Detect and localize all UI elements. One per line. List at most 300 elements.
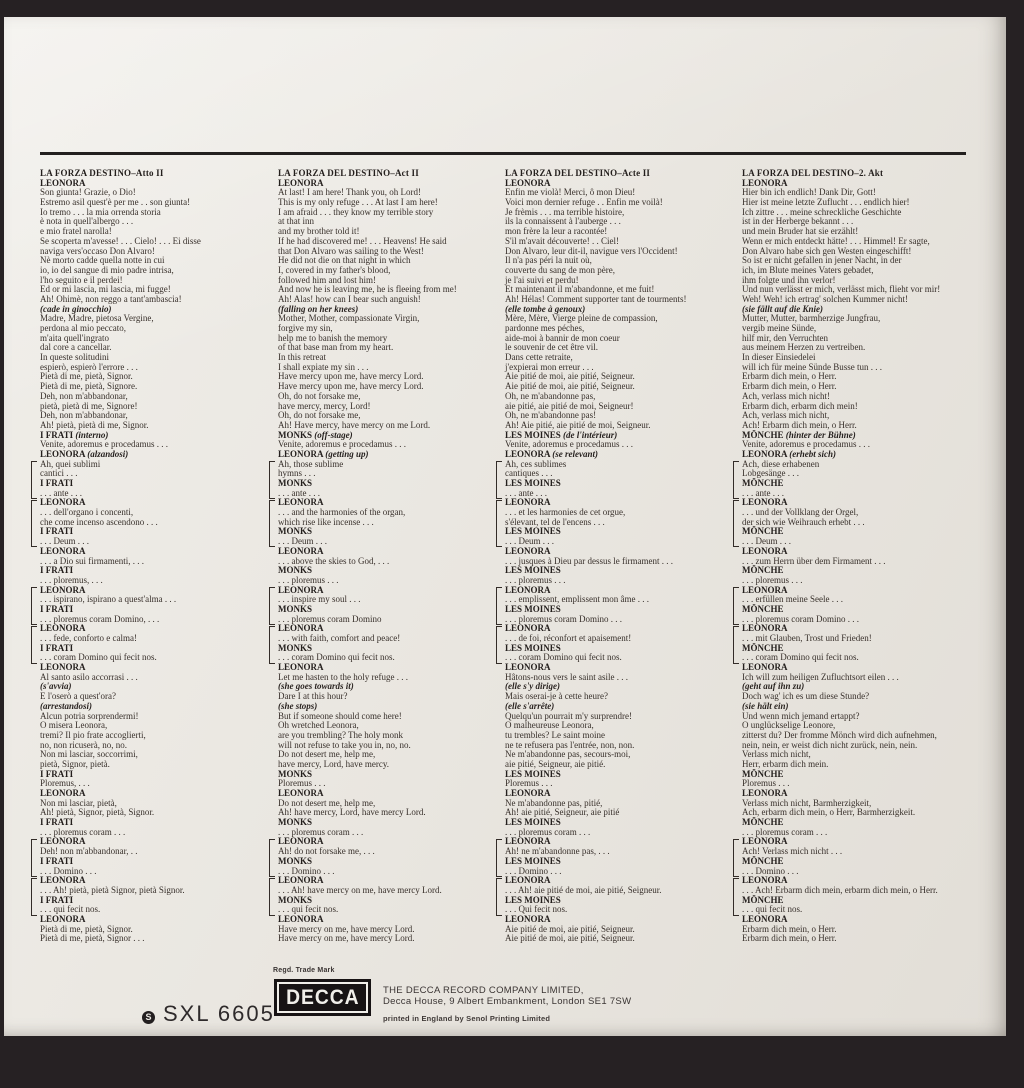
libretto-line: Mère, Mère, Vierge pleine de compassion,: [505, 313, 658, 324]
libretto-line: forgive my sin,: [278, 323, 333, 333]
libretto-line: l'ho seguito e il perdei!: [40, 274, 123, 285]
stage-direction: (sie fällt auf die Knie): [742, 303, 823, 314]
libretto-line: Hier ist meine letzte Zuflucht . . . endlich hier!: [742, 197, 910, 208]
libretto-line: Il n'a pas péri la nuit où,: [505, 255, 592, 266]
libretto-line: Ah! pietà, Signor, pietà, Signor.: [40, 807, 155, 818]
libretto-line: . . . Ah! pietà, pietà Signor, pietà Signor.: [40, 884, 185, 895]
speaker-name: LEONORA (getting up): [278, 448, 369, 459]
speaker-name: LEONORA: [505, 788, 551, 798]
libretto-line: Ach! Verlass mich nicht . . .: [742, 846, 843, 857]
libretto-line: . . . Deum . . .: [40, 536, 89, 547]
libretto-line: . . . ante . . .: [742, 487, 784, 498]
libretto-line: aie pitié, Seigneur, aie pitié.: [505, 758, 606, 769]
libretto-line: und mein Bruder hat sie erzählt!: [742, 226, 859, 237]
libretto-line: Ploremus . . .: [505, 778, 553, 789]
margin-bracket: [496, 587, 502, 625]
libretto-line: . . . ploremus coram Domino . . .: [742, 613, 859, 624]
libretto-line: . . . Domino . . .: [40, 865, 97, 876]
libretto-line: hilf mir, den Verruchten: [742, 332, 828, 343]
speaker-name: LEONORA: [505, 836, 551, 847]
libretto-line: . . . ante . . .: [40, 487, 82, 498]
libretto-line: Ploremus . . .: [742, 778, 790, 789]
libretto-line: Hier bin ich endlich! Dank Dir, Gott!: [742, 187, 876, 198]
libretto-line: che come incenso ascendono . . .: [40, 516, 158, 527]
libretto-line: are you trembling? The holy monk: [278, 729, 404, 740]
speaker-name: I FRATI: [40, 526, 74, 537]
libretto-line: ne te refusera pas l'entrée, non, non.: [505, 739, 635, 750]
margin-bracket: [733, 626, 739, 664]
speaker-name: I FRATI: [40, 894, 74, 905]
libretto-line: cantici . . .: [40, 468, 78, 479]
speaker-name: I FRATI: [40, 642, 74, 653]
speaker-name: MÖNCHE: [742, 894, 784, 905]
libretto-line: . . . fede, conforto e calma!: [40, 633, 137, 643]
speaker-name: MÖNCHE (hinter der Bühne): [742, 429, 856, 440]
libretto-line: . . . de foi, réconfort et apaisement!: [505, 633, 632, 643]
libretto-line: ich, im Blute meines Vaters gebadet,: [742, 264, 874, 275]
stage-direction: (elle s'arrête): [505, 700, 555, 711]
speaker-name: I FRATI: [40, 603, 74, 614]
libretto-line: Ich zittre . . . meine schreckliche Geschichte: [742, 206, 902, 217]
speaker-name: LES MOINES: [505, 603, 561, 614]
libretto-line: ihm folgte und ihn verlor!: [742, 274, 836, 285]
speaker-name: LEONORA: [742, 545, 788, 556]
libretto-line: Venite, adoremus e procedamus . . .: [40, 439, 168, 450]
company-name: THE DECCA RECORD COMPANY LIMITED,: [383, 985, 584, 996]
libretto-line: Erbarm dich mein, o Herr.: [742, 371, 837, 382]
libretto-line: Have mercy on me, have mercy Lord.: [278, 923, 415, 934]
libretto-line: . . . ploremus coram . . .: [742, 826, 828, 837]
libretto-line: will not refuse to take you in, no, no.: [278, 739, 411, 750]
speaker-name: LEONORA: [40, 913, 86, 924]
libretto-line: pietà, Signor, pietà.: [40, 758, 110, 769]
stage-direction: (she goes towards it): [278, 681, 354, 692]
libretto-line: Weh! Weh! ich ertrag' solchen Kummer nicht!: [742, 293, 908, 304]
libretto-line: . . . coram Domino qui fecit nos.: [278, 652, 395, 663]
speaker-name: LEONORA (se relevant): [505, 448, 598, 459]
speaker-name: MONKS: [278, 478, 313, 488]
libretto-line: cantiques . . .: [505, 468, 553, 479]
speaker-name: LEONORA: [278, 497, 324, 508]
libretto-line: Aie pitié de moi, aie pitié, Seigneur.: [505, 371, 635, 382]
libretto-column-2: [278, 169, 508, 944]
libretto-line: . . . ante . . .: [278, 487, 320, 498]
libretto-line: Madre, Madre, pietosa Vergine,: [40, 313, 154, 324]
libretto-line: nein, nein, er weist dich nicht zurück, nein, nein.: [742, 739, 918, 750]
libretto-line: . . . Domino . . .: [505, 865, 562, 876]
libretto-line: Have mercy on me, have mercy Lord.: [278, 933, 415, 944]
libretto-line: Aie pitié de moi, aie pitié, Seigneur.: [505, 381, 635, 392]
speaker-name: LEONORA: [505, 875, 551, 886]
speaker-note: (erhebt sich): [789, 448, 837, 459]
record-sleeve-paper: [4, 17, 1006, 1036]
libretto-line: s'élevant, tel de l'encens . . .: [505, 516, 605, 527]
company-address: Decca House, 9 Albert Embankment, London SE1 7SW: [383, 996, 632, 1007]
libretto-line: Ploremus . . .: [278, 778, 326, 789]
libretto-line: è nota in quell'albergo . . .: [40, 216, 134, 227]
speaker-name: LEONORA: [505, 662, 551, 673]
libretto-line: Herr, erbarm dich mein.: [742, 758, 829, 769]
speaker-name: LEONORA: [278, 545, 324, 556]
libretto-line: espierò, espierò l'errore . . .: [40, 361, 138, 372]
speaker-name: LEONORA: [742, 584, 788, 595]
speaker-name: LEONORA: [278, 788, 324, 798]
libretto-line: aie pitié, aie pitié de moi, Seigneur!: [505, 400, 634, 411]
libretto-line: Non mi lasciar, pietà,: [40, 797, 117, 808]
libretto-line: pietà, pietà di me, Signore!: [40, 400, 138, 411]
speaker-name: LEONORA (alzandosi): [40, 448, 129, 459]
libretto-line: Do not desert me, help me,: [278, 749, 376, 760]
libretto-line: I shall expiate my sin . . .: [278, 361, 369, 372]
libretto-line: Und wenn mich jemand ertappt?: [742, 710, 860, 721]
libretto-line: . . . with faith, comfort and peace!: [278, 633, 401, 643]
libretto-line: Aie pitié de moi, aie pitié, Seigneur.: [505, 933, 635, 944]
libretto-line: I am afraid . . . they know my terrible story: [278, 206, 434, 217]
libretto-line: . . . dell'organo i concenti,: [40, 507, 134, 518]
speaker-name: LEONORA: [40, 623, 86, 634]
margin-bracket: [31, 626, 37, 664]
catalog-number: [142, 1001, 275, 1027]
libretto-line: . . . ploremus coram . . .: [505, 826, 591, 837]
libretto-line: . . . ploremus coram Domino . . .: [505, 613, 622, 624]
libretto-line: Have mercy upon me, have mercy Lord.: [278, 381, 424, 392]
libretto-line: . . . Ah! aie pitié de moi, aie pitié, Seigneur.: [505, 884, 662, 895]
speaker-name: LES MOINES: [505, 817, 561, 828]
libretto-line: tremi? Il pio frate accoglierti,: [40, 729, 146, 740]
libretto-line: Ah! have mercy, Lord, have mercy Lord.: [278, 807, 426, 818]
libretto-line: no, non ricuserà, no, no.: [40, 739, 127, 750]
libretto-line: hymns . . .: [278, 468, 316, 479]
libretto-line: . . . above the skies to God, . . .: [278, 555, 390, 566]
speaker-name: LEONORA: [278, 913, 324, 924]
stage-direction: (she stops): [278, 700, 318, 711]
speaker-note: (alzandosi): [87, 448, 129, 459]
speaker-name: I FRATI: [40, 855, 74, 866]
speaker-name: LEONORA: [742, 913, 788, 924]
speaker-name: LEONORA: [40, 584, 86, 595]
libretto-line: And now he is leaving me, he is fleeing from me!: [278, 284, 457, 295]
libretto-line: . . . ploremus coram Domino: [278, 613, 382, 624]
stage-direction: (cade in ginocchio): [40, 303, 112, 314]
libretto-line: Ed or mi lascia, mi lascia, mi fugge!: [40, 284, 171, 295]
libretto-line: . . . Qui fecit nos.: [505, 904, 568, 915]
speaker-name: LEONORA: [40, 545, 86, 556]
libretto-line: aide-moi à bannir de mon coeur: [505, 332, 620, 343]
libretto-line: which rise like incense . . .: [278, 516, 374, 527]
libretto-line: Erbarm dich mein, o Herr.: [742, 923, 837, 934]
libretto-line: have mercy, mercy, Lord!: [278, 400, 371, 411]
libretto-line: S'il m'avait découverte! . . Ciel!: [505, 235, 619, 246]
libretto-line: le souvenir de cet être vil.: [505, 342, 598, 353]
libretto-line: Venite, adoremus e procedamus . . .: [742, 439, 870, 450]
libretto-line: tu trembles? Le saint moine: [505, 729, 605, 740]
speaker-name: I FRATI: [40, 478, 74, 488]
margin-bracket: [31, 839, 37, 877]
margin-bracket: [733, 878, 739, 916]
libretto-line: . . . qui fecit nos.: [278, 904, 339, 915]
speaker-name: MÖNCHE: [742, 768, 784, 779]
libretto-line: . . . ploremus coram . . .: [278, 826, 364, 837]
libretto-line: . . . et les harmonies de cet orgue,: [505, 507, 626, 518]
libretto-line: Don Alvaro habe sich gen Westen eingeschifft!: [742, 245, 912, 256]
libretto-line: Ach, verlass mich nicht!: [742, 390, 830, 401]
catalog-number-text: SXL 6605: [163, 1001, 275, 1026]
margin-bracket: [496, 626, 502, 664]
speaker-name: LEONORA: [40, 875, 86, 886]
libretto-line: m'aita quell'ingrato: [40, 332, 109, 343]
speaker-name: LEONORA: [40, 497, 86, 508]
speaker-name: I FRATI (interno): [40, 429, 109, 440]
speaker-name: LEONORA: [40, 177, 86, 188]
speaker-note: (de l'intérieur): [563, 429, 618, 440]
margin-bracket: [31, 500, 37, 548]
libretto-line: . . . und der Vollklang der Orgel,: [742, 507, 859, 518]
speaker-name: LEONORA: [40, 788, 86, 798]
margin-bracket: [733, 461, 739, 499]
libretto-line: Non mi lasciar, soccorrimi,: [40, 749, 138, 760]
libretto-line: that Don Alvaro was sailing to the West!: [278, 245, 424, 256]
speaker-name: LEONORA: [278, 875, 324, 886]
libretto-line: aus meinem Herzen zu vertreiben.: [742, 342, 866, 353]
libretto-line: O unglückselige Leonore,: [742, 720, 836, 731]
libretto-line: naviga vers'occaso Don Alvaro!: [40, 245, 155, 256]
margin-bracket: [733, 500, 739, 548]
speaker-name: MONKS: [278, 603, 313, 614]
speaker-name: LES MOINES: [505, 478, 561, 488]
libretto-line: O misera Leonora,: [40, 720, 108, 731]
speaker-name: MÖNCHE: [742, 855, 784, 866]
libretto-line: ist in der Herberge bekannt . . .: [742, 216, 854, 227]
decca-logo: [274, 979, 371, 1016]
libretto-line: Io tremo . . . la mia orrenda storia: [40, 206, 161, 217]
libretto-line: Je frèmis . . . ma terrible histoire,: [505, 206, 625, 217]
libretto-line: Lobgesänge . . .: [742, 468, 799, 479]
speaker-name: MÖNCHE: [742, 526, 784, 537]
libretto-line: ils la connaissent à l'auberge . . .: [505, 216, 621, 227]
libretto-line: Nè morto cadde quella notte in cui: [40, 255, 165, 266]
stage-direction: (s'avvia): [40, 681, 72, 692]
speaker-name: LEONORA: [40, 662, 86, 673]
speaker-name: LEONORA: [742, 662, 788, 673]
company-info: [383, 985, 631, 1024]
speaker-name: LEONORA: [505, 497, 551, 508]
libretto-line: Ah! do not forsake me, . . .: [278, 846, 375, 857]
libretto-line: . . . coram Domino qui fecit nos.: [742, 652, 859, 663]
column-title: LA FORZA DESTINO–Atto II: [40, 168, 164, 178]
column-title: LA FORZA DEL DESTINO–2. Akt: [742, 168, 884, 178]
libretto-line: . . . jusques à Dieu par dessus le firmament . . .: [505, 555, 673, 566]
libretto-line: . . . Deum . . .: [505, 536, 554, 547]
libretto-line: Ah! ne m'abandonne pas, . . .: [505, 846, 610, 857]
libretto-line: Se scoperta m'avesse! . . . Cielo! . . . Ei disse: [40, 235, 201, 246]
libretto-line: pardonne mes péches,: [505, 323, 585, 333]
column-title: LA FORZA DEL DESTINO–Act II: [278, 168, 419, 178]
regd-trade-mark-label: Regd. Trade Mark: [273, 967, 335, 974]
speaker-name: LEONORA: [278, 623, 324, 634]
speaker-name: LEONORA: [278, 662, 324, 673]
libretto-line: He did not die on that night in which: [278, 255, 411, 266]
libretto-line: Oh, do not forsake me,: [278, 410, 361, 421]
stage-direction: (arrestandosi): [40, 700, 93, 711]
stage-direction: (falling on her knees): [278, 303, 359, 314]
libretto-line: Oh, ne m'abandonne pas,: [505, 390, 596, 401]
speaker-name: LEONORA (erhebt sich): [742, 448, 837, 459]
libretto-line: help me to banish the memory: [278, 332, 388, 343]
libretto-line: . . . ploremus, . . .: [40, 574, 103, 585]
libretto-line: of that base man from my heart.: [278, 342, 394, 353]
speaker-name: LEONORA: [278, 177, 324, 188]
libretto-line: couverte du sang de mon père,: [505, 264, 615, 275]
libretto-column-3: [505, 169, 735, 944]
libretto-line: io, io del sangue di mio padre intrisa,: [40, 264, 174, 275]
margin-bracket: [269, 839, 275, 877]
speaker-name: LEONORA: [742, 788, 788, 798]
libretto-line: O malheureuse Leonora,: [505, 720, 594, 731]
printed-by-line: printed in England by Senol Printing Limited: [383, 1014, 551, 1023]
margin-bracket: [31, 587, 37, 625]
libretto-line: . . . ploremus coram . . .: [40, 826, 126, 837]
decca-logo-text: DECCA: [285, 985, 360, 1009]
margin-bracket: [496, 878, 502, 916]
margin-bracket: [496, 839, 502, 877]
speaker-note: (hinter der Bühne): [785, 429, 856, 440]
libretto-line: Don Alvaro, leur dit-il, navigue vers l'Occident!: [505, 245, 678, 256]
libretto-line: Verlass mich nicht, Barmherzigkeit,: [742, 797, 872, 808]
speaker-name: LEONORA: [40, 836, 86, 847]
speaker-name: LEONORA: [742, 875, 788, 886]
libretto-line: . . . Domino . . .: [278, 865, 335, 876]
libretto-line: Venite, adoremus e procedamus . . .: [278, 439, 406, 450]
stage-direction: (geht auf ihn zu): [742, 681, 805, 692]
libretto-line: will ich für meine Sünde Busse tun . . .: [742, 361, 882, 372]
libretto-line: Ploremus, . . .: [40, 778, 90, 789]
speaker-name: LEONORA: [742, 623, 788, 634]
libretto-column-1: [40, 169, 270, 944]
libretto-line: Ne m'abandonne pas, pitié,: [505, 797, 603, 808]
libretto-line: Ne m'abandonne pas, secours-moi,: [505, 749, 631, 760]
libretto-line: . . . erfüllen meine Seele . . .: [742, 594, 843, 605]
libretto-line: Oh wretched Leonora,: [278, 720, 359, 731]
libretto-line: Alcun potria sorprendermi!: [40, 710, 139, 721]
speaker-name: LEONORA: [505, 545, 551, 556]
speaker-name: MÖNCHE: [742, 565, 784, 576]
libretto-line: Doch wag' ich es um diese Stunde?: [742, 691, 870, 702]
speaker-name: LEONORA: [505, 623, 551, 634]
libretto-line: . . . mit Glauben, Trost und Frieden!: [742, 633, 872, 643]
speaker-name: MONKS: [278, 768, 313, 779]
speaker-name: LES MOINES (de l'intérieur): [505, 429, 618, 440]
speaker-name: MONKS: [278, 855, 313, 866]
libretto-line: . . . Ah! have mercy on me, have mercy Lord.: [278, 884, 442, 895]
libretto-line: . . . coram Domino qui fecit nos.: [40, 652, 157, 663]
speaker-name: MÖNCHE: [742, 603, 784, 614]
libretto-line: have mercy, Lord, have mercy.: [278, 758, 390, 769]
margin-bracket: [496, 461, 502, 499]
libretto-line: Do not desert me, help me,: [278, 797, 376, 808]
libretto-line: . . . ante . . .: [505, 487, 547, 498]
libretto-line: Son giunta! Grazie, o Dio!: [40, 187, 136, 198]
libretto-line: . . . ploremus . . .: [505, 574, 566, 585]
stage-direction: (elle tombe à genoux): [505, 303, 586, 314]
libretto-line: Erbarm dich mein, o Herr.: [742, 933, 837, 944]
libretto-line: . . . ispirano, ispirano a quest'alma . . .: [40, 594, 177, 605]
libretto-line: Oh, ne m'abandonne pas!: [505, 410, 597, 421]
libretto-line: vergib meine Sünde,: [742, 323, 817, 333]
libretto-line: at that inn: [278, 216, 314, 227]
libretto-line: . . . emplissent, emplissent mon âme . . .: [505, 594, 649, 605]
margin-bracket: [269, 500, 275, 548]
libretto-line: perdona al mio peccato,: [40, 323, 126, 333]
libretto-line: Dans cette retraite,: [505, 352, 573, 363]
libretto-line: je l'ai suivi et perdu!: [505, 274, 579, 285]
libretto-line: . . . ploremus . . .: [742, 574, 803, 585]
libretto-column-4: [742, 169, 972, 944]
libretto-line: Ah! Aie pitié, aie pitié de moi, Seigneur.: [505, 419, 651, 430]
libretto-line: Deh, non m'abbandonar,: [40, 390, 128, 401]
libretto-line: . . . qui fecit nos.: [742, 904, 803, 915]
speaker-note: (off-stage): [314, 429, 353, 440]
top-rule: [40, 152, 966, 155]
speaker-name: LES MOINES: [505, 642, 561, 653]
libretto-line: Ach, diese erhabenen: [742, 458, 820, 469]
libretto-line: Ah, ces sublimes: [505, 458, 567, 469]
libretto-line: . . . Ach! Erbarm dich mein, erbarm dich mein, o Herr.: [742, 884, 938, 895]
column-title: LA FORZA DEL DESTINO–Acte II: [505, 168, 651, 178]
margin-bracket: [31, 461, 37, 499]
libretto-line: Ah! Hélas! Comment supporter tant de tourments!: [505, 293, 687, 304]
libretto-line: Voici mon dernier refuge . . Enfin me voilà!: [505, 197, 663, 208]
libretto-line: This is my only refuge . . . At last I am here!: [278, 197, 438, 208]
libretto-line: Venite, adoremus e procedamus . . .: [505, 439, 633, 450]
libretto-line: dal core a cancellar.: [40, 342, 112, 353]
libretto-line: Ah, those sublime: [278, 458, 344, 469]
libretto-line: j'expierai mon erreur . . .: [505, 361, 594, 372]
libretto-line: . . . a Dio sui firmamenti, . . .: [40, 555, 144, 566]
speaker-name: LEONORA: [505, 913, 551, 924]
speaker-name: LES MOINES: [505, 768, 561, 779]
speaker-name: LEONORA: [278, 836, 324, 847]
libretto-line: Verlass mich nicht,: [742, 749, 811, 760]
libretto-line: Estremo asil quest'è per me . . son giunta!: [40, 197, 191, 208]
libretto-line: der sich wie Weihrauch erhebt . . .: [742, 516, 865, 527]
margin-bracket: [496, 500, 502, 548]
libretto-line: Pietà di me, pietà, Signore.: [40, 381, 138, 392]
libretto-line: Erbarm dich mein, o Herr.: [742, 381, 837, 392]
libretto-line: I, covered in my father's blood,: [278, 264, 391, 275]
libretto-line: Et maintenant il m'abandonne, et me fuit!: [505, 284, 655, 295]
libretto-line: Ah! pietà, pietà di me, Signor.: [40, 419, 149, 430]
libretto-line: At last! I am here! Thank you, oh Lord!: [278, 187, 422, 198]
libretto-line: Have mercy upon me, have mercy Lord.: [278, 371, 424, 382]
margin-bracket: [269, 878, 275, 916]
speaker-name: LEONORA: [505, 177, 551, 188]
libretto-line: mon frère la leur a racontée!: [505, 226, 608, 237]
speaker-name: MÖNCHE: [742, 642, 784, 653]
libretto-line: . . . Domino . . .: [742, 865, 799, 876]
libretto-line: Erbarm dich, erbarm dich mein!: [742, 400, 858, 411]
libretto-line: Enfin me violà! Merci, ô mon Dieu!: [505, 187, 636, 198]
margin-bracket: [269, 461, 275, 499]
libretto-line: Ich will zum heiligen Zufluchtsort eilen . . .: [742, 671, 899, 682]
speaker-name: LES MOINES: [505, 565, 561, 576]
libretto-line: Ach! Erbarm dich mein, o Herr.: [742, 419, 857, 430]
margin-bracket: [31, 878, 37, 916]
libretto-line: Mutter, Mutter, barmherzige Jungfrau,: [742, 313, 881, 324]
speaker-note: (getting up): [325, 448, 369, 459]
speaker-name: LEONORA: [742, 497, 788, 508]
libretto-line: Ach, verlass mich nicht,: [742, 410, 830, 421]
speaker-name: LEONORA: [742, 177, 788, 188]
